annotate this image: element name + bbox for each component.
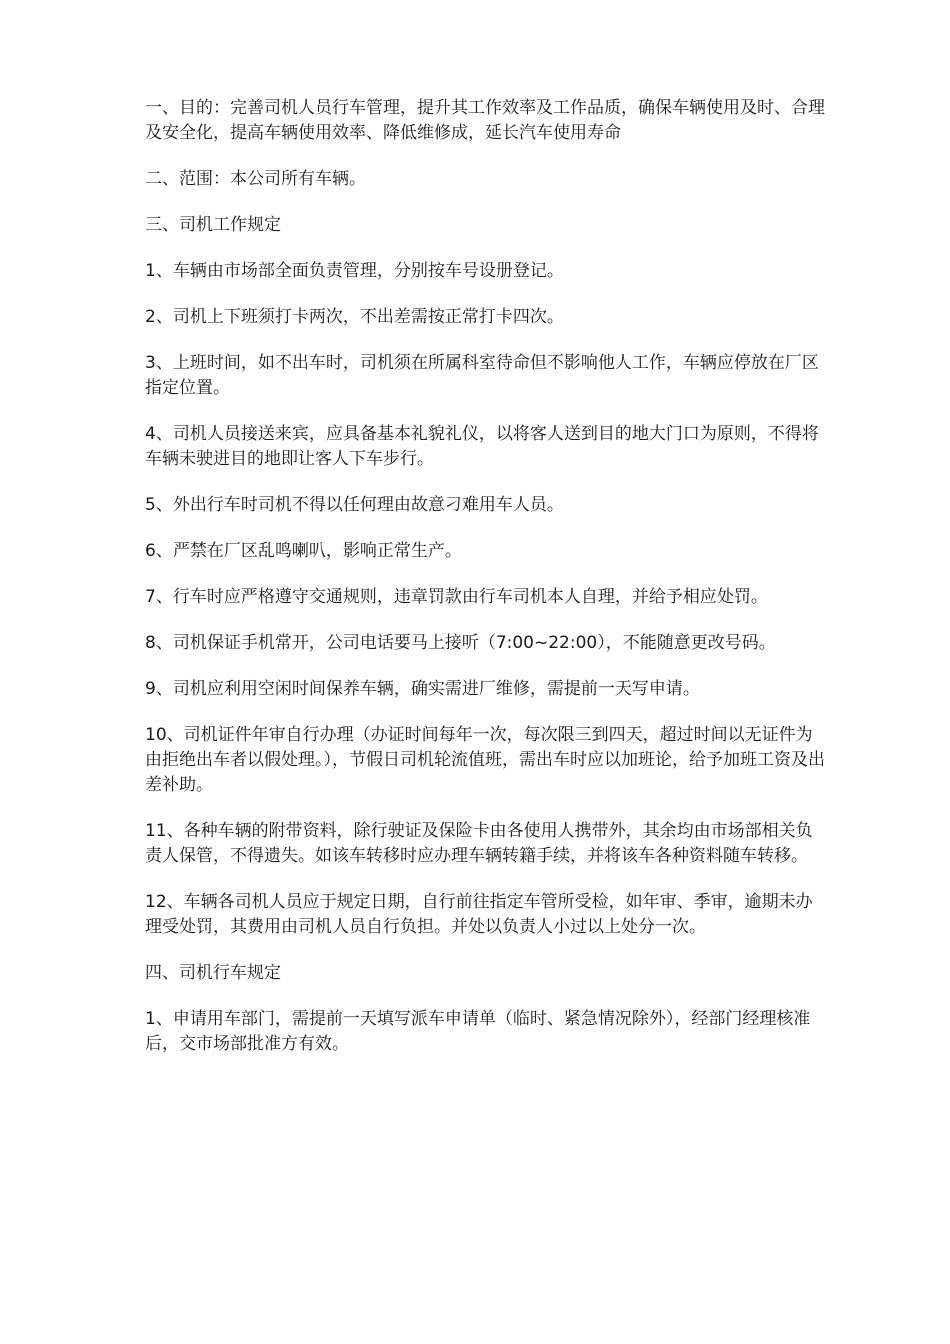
paragraph-rule-12: 12、车辆各司机人员应于规定日期，自行前往指定车管所受检，如年审、季审，逾期未办理受处罚，其费用由司机人员自行负担。并处以负责人小过以上处分一次。: [145, 892, 813, 937]
section-heading-driving-rules: 四、司机行车规定: [145, 963, 281, 983]
section-heading-driver-work-rules: 三、司机工作规定: [145, 215, 281, 235]
paragraph-rule-5: 5、外出行车时司机不得以任何理由故意刁难用车人员。: [145, 495, 564, 515]
paragraph-rule-2: 2、司机上下班须打卡两次，不出差需按正常打卡四次。: [145, 307, 564, 327]
paragraph-rule-9: 9、司机应利用空闲时间保养车辆，确实需进厂维修，需提前一天写申请。: [145, 679, 700, 699]
paragraph-rule-4: 4、司机人员接送来宾，应具备基本礼貌礼仪，以将客人送到目的地大门口为原则，不得将车辆未驶进目的地即让客人下车步行。: [145, 424, 819, 469]
paragraph-scope: 二、范围：本公司所有车辆。: [145, 169, 366, 189]
paragraph-rule-8: 8、司机保证手机常开，公司电话要马上接听（7:00~22:00），不能随意更改号码。: [145, 633, 776, 653]
paragraph-purpose: 一、目的：完善司机人员行车管理，提升其工作效率及工作品质，确保车辆使用及时、合理及安全化，提高车辆使用效率、降低维修成，延长汽车使用寿命: [145, 98, 825, 143]
paragraph-rule-3: 3、上班时间，如不出车时，司机须在所属科室待命但不影响他人工作，车辆应停放在厂区指定位置。: [145, 353, 819, 398]
paragraph-rule-11: 11、各种车辆的附带资料，除行驶证及保险卡由各使用人携带外，其余均由市场部相关负责人保管，不得遗失。如该车转移时应办理车辆转籍手续，并将该车各种资料随车转移。: [145, 821, 813, 866]
paragraph-rule-7: 7、行车时应严格遵守交通规则，违章罚款由行车司机本人自理，并给予相应处罚。: [145, 587, 768, 607]
paragraph-rule-1: 1、车辆由市场部全面负责管理，分别按车号设册登记。: [145, 261, 564, 281]
document-body: [145, 96, 825, 1078]
paragraph-rule-10: 10、司机证件年审自行办理（办证时间每年一次，每次限三到四天，超过时间以无证件为由拒绝出车者以假处理。），节假日司机轮流值班，需出车时应以加班论，给予加班工资及出差补助。: [145, 725, 825, 795]
paragraph-rule-6: 6、严禁在厂区乱鸣喇叭，影响正常生产。: [145, 541, 462, 561]
paragraph-driving-rule-1: 1、申请用车部门，需提前一天填写派车申请单（临时、紧急情况除外），经部门经理核准后，交市场部批准方有效。: [145, 1009, 811, 1054]
